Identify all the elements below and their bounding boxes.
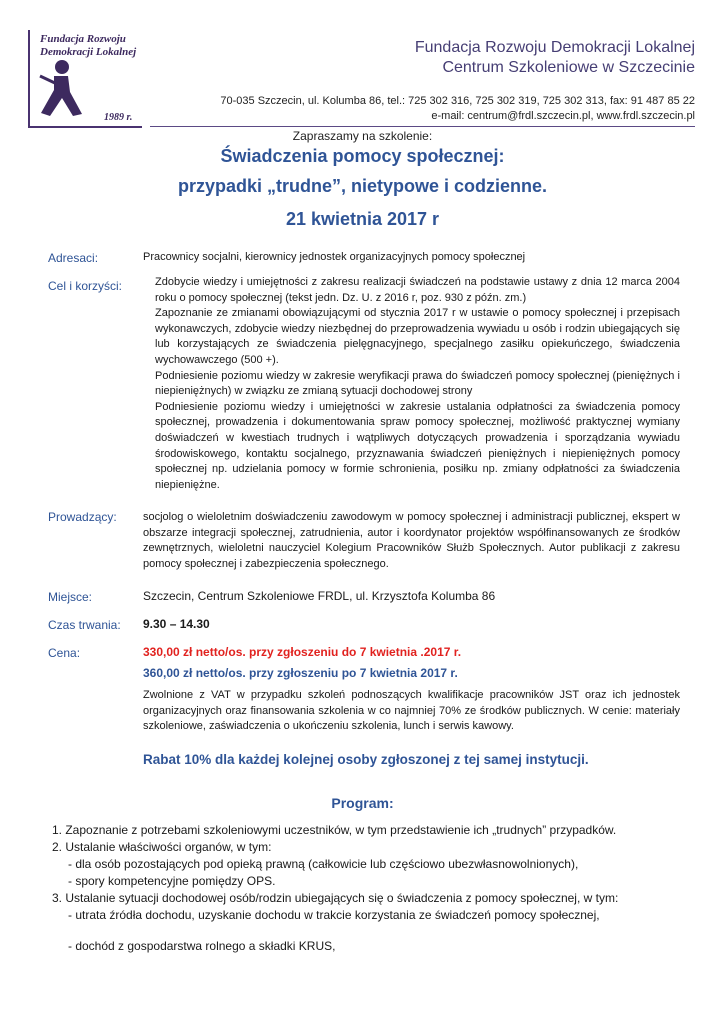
price-late: 360,00 zł netto/os. przy zgłoszeniu po 7 kwietnia 2017 r. xyxy=(143,666,458,680)
email-line[interactable]: e-mail: centrum@frdl.szczecin.pl, www.frdl.szczecin.pl xyxy=(431,110,695,122)
program-subitem: - dla osób pozostających pod opieką prawną (całkowicie lub częściowo ubezwłasnowolnionych), xyxy=(68,857,579,871)
program-subitem: - spory kompetencyjne pomiędzy OPS. xyxy=(68,874,276,888)
program-list xyxy=(52,822,640,955)
program-title: Program: xyxy=(331,795,394,811)
organization-contact xyxy=(220,94,695,124)
address-line: 70-035 Szczecin, ul. Kolumba 86, tel.: 725 302 316, 725 302 319, 725 302 313, fax: 91 487 85 22 xyxy=(220,95,695,107)
training-title-line2: przypadki „trudne”, nietypowe i codzienne. xyxy=(177,176,548,196)
addressees-label: Adresaci: xyxy=(48,251,99,265)
organization-title xyxy=(415,38,695,78)
invitation-text: Zapraszamy na szkolenie: xyxy=(292,129,433,143)
goal-item: Podniesienie poziomu wiedzy i umiejętności w zakresie ustalania odpłatności za świadczenia pomocy społecznej, prowadzenia i dokumentowania spraw pomocy społecznej, możliwość praktycznej wymiany doświadczeń w kwestiach trudnych i wątpliwych dotyczących prowadzenia i sporządzania wywiadu środowiskowego, kontaktu socjalnego, przyznawania świadczeń pieniężnych i niepieniężnych pomocy społecznej np. udzielania pomocy w formie schronienia, posiłku np. zmiany odpłatności za świadczenia niepieniężne. xyxy=(155,400,680,491)
price-note: Zwolnione z VAT w przypadku szkoleń podnoszących kwalifikacje pracowników JST oraz ich jednostek organizacyjnych oraz finansowania szkolenia w co najmniej 70% ze środków publicznych. W cenie: materiały szkoleniowe, zaświadczenia o ukończeniu szkolenia, lunch i serwis kawowy. xyxy=(143,689,680,733)
duration-label: Czas trwania: xyxy=(48,618,121,632)
logo-org-line2: Demokracji Lokalnej xyxy=(40,46,137,58)
place-label: Miejsce: xyxy=(48,590,93,604)
trainer-value: socjolog o wieloletnim doświadczeniu zawodowym w pomocy społecznej i administracji publicznej, ekspert w obszarze integracji społecznej, zatrudnienia, autor i koordynator projektów współfinansowanych ze środków zewnętrznych, wieloletni nauczyciel Kolegium Pracowników Służb Społecznych. Autor publikacji z zakresu pomocy społecznej i zabezpieczenia społecznego. xyxy=(143,511,680,570)
duration-value: 9.30 – 14.30 xyxy=(143,617,210,631)
header-divider xyxy=(150,126,695,127)
training-title-line1: Świadczenia pomocy społecznej: xyxy=(220,146,505,166)
program-item: 2. Ustalanie właściwości organów, w tym: xyxy=(52,840,272,854)
logo-year: 1989 r. xyxy=(104,112,133,123)
center-name: Centrum Szkoleniowe w Szczecinie xyxy=(442,59,695,76)
price-early: 330,00 zł netto/os. przy zgłoszeniu do 7 kwietnia .2017 r. xyxy=(143,645,462,659)
place-value: Szczecin, Centrum Szkoleniowe FRDL, ul. Krzysztofa Kolumba 86 xyxy=(143,589,496,603)
training-date: 21 kwietnia 2017 r xyxy=(285,209,440,229)
discount-note: Rabat 10% dla każdej kolejnej osoby zgłoszonej z tej samej instytucji. xyxy=(143,752,589,767)
goals-label: Cel i korzyści: xyxy=(48,279,123,293)
goals-list xyxy=(155,275,680,493)
logo-org-line1: Fundacja Rozwoju xyxy=(40,33,126,45)
goal-item: Podniesienie poziomu wiedzy w zakresie weryfikacji prawa do świadczeń pomocy społecznej (pieniężnych i niepieniężnych) w związku ze zmianą sytuacji dochodowej strony xyxy=(155,369,680,398)
program-subitem: - dochód z gospodarstwa rolnego a składki KRUS, xyxy=(68,939,336,953)
program-item: 1. Zapoznanie z potrzebami szkoleniowymi uczestników, w tym przedstawienie ich „trudnych” przypadków. xyxy=(52,823,617,837)
addressees-value: Pracownicy socjalni, kierownicy jednostek organizacyjnych pomocy społecznej xyxy=(143,251,526,263)
goal-item: Zapoznanie ze zmianami obowiązującymi od stycznia 2017 r w ustawie o pomocy społecznej i przepisach wykonawczych, zdobycie wiedzy niezbędnej do przeprowadzenia wywiadu u osób i rodzin ubiegających się lub korzystających ze świadczenia pielęgnacyjnego, specjalnego zasiłku opiekuńczego, świadczenia wychowawczego (500 +). xyxy=(155,307,680,366)
program-subitem: - utrata źródła dochodu, uzyskanie dochodu w trakcie korzystania ze świadczeń pomocy społecznej, xyxy=(68,908,600,922)
walking-figure-logo-icon xyxy=(30,58,90,118)
org-name: Fundacja Rozwoju Demokracji Lokalnej xyxy=(414,39,695,56)
program-item: 3. Ustalanie sytuacji dochodowej osób/rodzin ubiegających się o świadczenia z pomocy społecznej, w tym: xyxy=(52,891,619,905)
trainer-label: Prowadzący: xyxy=(48,510,117,524)
logo-org-name xyxy=(40,33,150,59)
price-label: Cena: xyxy=(48,646,81,660)
goal-item: Zdobycie wiedzy i umiejętności z zakresu realizacji świadczeń na podstawie ustawy z dnia 12 marca 2004 roku o pomocy społecznej (tekst jedn. Dz. U. z 2016 r, poz. 930 z późn. zm.) xyxy=(155,276,680,304)
